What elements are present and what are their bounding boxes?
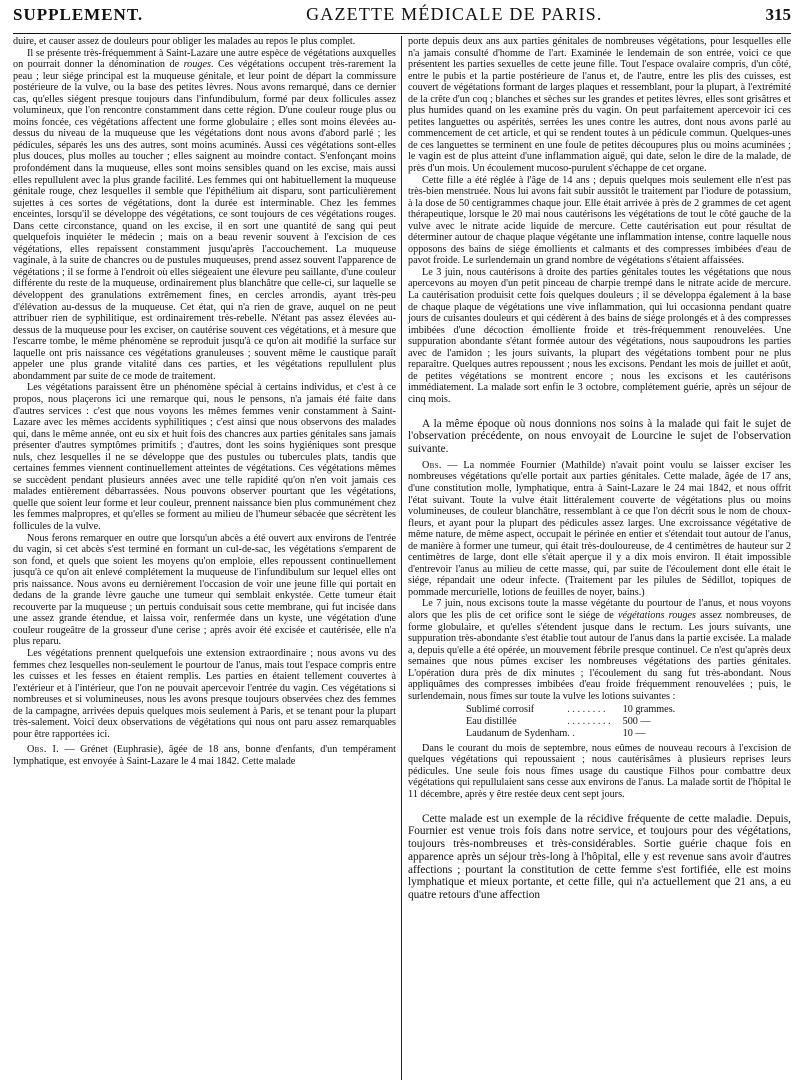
columns: [13, 36, 791, 1080]
prescription-row: [466, 704, 675, 716]
left-column: [13, 36, 401, 1080]
section-label: SUPPLEMENT.: [13, 5, 144, 24]
prescription-item: Sublimé corrosif: [466, 704, 535, 716]
paragraph: Les végétations prennent quelquefois une extension extraordinaire ; nous avons vu des femmes chez lesquelles non-seulement le pourtour de l'anus, mais tout l'espace compris entre les cuisses et les fesses en étaient remplis. Les parties en étaient tellement couvertes à l'extérieur et à l'intérieur, que l'on ne pouvait apercevoir l'entrée du vagin. Ces végétations si nombreuses et si volumineuses, nous les avons presque toujours observées chez des femmes de la campagne, arrivées depuis quelques mois seulement à Paris, et se tenant pour la plupart très-salement. Voici deux observations de végétations qui nous ont paru assez remarquables pour être rapportées ici.: [13, 647, 396, 740]
journal-title: GAZETTE MÉDICALE DE PARIS.: [306, 4, 603, 24]
prescription-row: [466, 716, 675, 728]
prescription-dose: 10 grammes.: [622, 704, 676, 716]
paragraph: Nous ferons remarquer en outre que lorsqu'un abcès a été ouvert aux environs de l'entrée du vagin, si cet abcès s'est terminé en formant un cul-de-sac, les végétations s'emparent de son fond, et quels que soient les moyens qu'on emploie, elles repoussent continuellement jusqu'à ce qu'on ait enlevé complétement la muqueuse de l'infundibulum sur lequel elles ont pris naissance. Nous avons eu dernièrement l'occasion de voir une jeune fille qui portait en dedans de la grande lèvre gauche une tumeur qui semblait enkystée. Cette tumeur était recouverte par la muqueuse ; un pertuis conduisait sous cette membrane, qui fut incisée dans une assez grande étendue, et laissa voir, renfermée dans un kyste, une végétation d'une couleur rougeâtre de la grosseur d'une cerise ; après avoir été excisée et cautérisée, elle n'a plus reparu.: [13, 532, 396, 648]
prescription-leader: . .: [567, 727, 575, 739]
prescription-item: Laudanum de Sydenham: [466, 727, 568, 739]
paragraph: Le 7 juin, nous excisons toute la masse végétante du pourtour de l'anus, et nous voyons alors que les plis de cet orifice sont le siége de végétations rouges assez nombreuses, de forme globulaire, et qu'elles s'étendent jusque dans le rectum. Les jours suivants, une suppuration très-abondante s'est établie tout autour de l'anus dans la partie excisée. La malade a, depuis qu'elle a été opérée, un mouvement fébrile presque continuel. Ce n'est qu'après deux semaines que nous pûmes exciser les nombreuses végétations des parties génitales. L'opération dura près de dix minutes ; l'écoulement du sang fut très-abondant. Nous appliquâmes des compresses imbibées d'eau froide fréquemment renouvelées ; puis, le surlendemain, nous fîmes sur toute la vulve les lotions suivantes :: [408, 598, 791, 702]
observation-paragraph: Obs. — La nommée Fournier (Mathilde) n'avait point voulu se laisser exciser les nombreuses végétations qu'elle portait aux parties génitales. Cette malade, âgée de 17 ans, d'une constitution molle, lymphatique, entra à Saint-Lazare le 24 mai 1842, et nous offrit l'état suivant. Toute la vulve était littéralement couverte de végétations plus ou moins volumineuses, de couleur blanchâtre, ressemblant à ce que l'on décrit sous le nom de choux-fleurs, et ayant pour la plupart des pédicules assez larges. Une excroissance végétative de même nature, de même aspect, occupait le périnée en entier et s'étendait tout autour de l'anus, de manière à former une tumeur, qui était très-douloureuse, de 4 centimètres de hauteur sur 2 centimètres de large, dont elle s'était aperçue il y a dix mois environ. Il était impossible d'entrevoir l'anus au milieu de cette masse, qui, par suite de l'écoulement dont elle était le siége, répandait une odeur infecte. (Traitement par les pilules de Sédillot, topiques de pommade mercurielle, lotions de feuilles de noyer, bains.): [408, 459, 791, 598]
prescription-dose: 10 —: [622, 727, 646, 739]
observation-label: Obs.: [422, 459, 442, 471]
paragraph: duire, et causer assez de douleurs pour obliger les malades au repos le plus complet.: [13, 36, 356, 47]
paragraph: Cette fille a été réglée à l'âge de 14 ans ; depuis quelques mois seulement elle n'est pas très-bien menstruée. Nous lui avons fait subir aussitôt le traitement par l'iodure de potassium, à la dose de 50 centigrammes chaque jour. Elle était arrivée à près de 2 grammes de cet agent thérapeutique, lorsque le 20 mai nous cautérisons les végétations de tout le côté gauche de la vulve avec le nitrate acide liquide de mercure. Cette cautérisation eut pour résultat de déterminer autour de chaque plaque végétante une inflammation intense, contre laquelle nous opposons des bains de siége émollients et calmants et des compresses imbibées d'eau de pavot froide. Le surlendemain un grand nombre de végétations s'étaient affaissées.: [408, 174, 791, 267]
paragraph: Le 3 juin, nous cautérisons à droite des parties génitales toutes les végétations que nous apercevons au moyen d'un petit pinceau de charpie trempé dans le nitrate acide de mercure. La cautérisation produisit cette fois quelques douleurs ; il se développa également à la base de chaque plaque de végétations une vive inflammation, qui lui occasionna pendant quatre jours de cuisantes douleurs et qui cédèrent à des bains de siége prolongés et à des compresses imbibées d'une décoction émolliente froide et très-fréquemment renouvelées. Une suppuration abondante s'étant formée autour des végétations, nous saupoudrons les parties avec de l'amidon ; les jours suivants, la plupart des végétations tombent pour ne plus reparaître. Quelques autres repoussent ; nous les excisons. Pendant les mois de juillet et août, de petites végétations se montrent encore ; nous les excisons et les cautérisons immédiatement. La malade sort enfin le 3 octobre, complétement guérie, après un séjour de cinq mois.: [408, 266, 791, 405]
prescription-leader: . . . . . . . .: [567, 704, 606, 716]
page-number: 315: [765, 5, 791, 24]
observation-paragraph: Obs. I. — Grénet (Euphrasie), âgée de 18 ans, bonne d'enfants, d'un tempérament lymphatique, est envoyée à Saint-Lazare le 4 mai 1842. Cette malade: [13, 744, 396, 767]
paragraph: Dans le courant du mois de septembre, nous eûmes de nouveau recours à l'excision de quelques végétations qui repoussaient ; nous cautérisâmes à plusieurs reprises leurs pédicules. Une seule fois nous fîmes usage du caustique Filhos pour combattre deux végétations qui repullulaient sans cesse aux environs de l'anus. La malade sortit de l'hôpital le 11 décembre, après y être restée deux cent sept jours.: [408, 742, 791, 800]
emphasis-term: végétations rouges: [618, 610, 696, 621]
prescription-table: [466, 704, 675, 739]
paragraph: porte depuis deux ans aux parties génitales de nombreuses végétations, pour lesquelles elle n'a jamais consulté d'homme de l'art. Examinée le lendemain de son entrée, voici ce que présentent les parties sexuelles de cette jeune fille. Tout l'espace ovalaire compris, d'un côté, entre le pubis et la partie postérieure de l'anus et, de l'autre, entre les plis des cuisses, est couvert de végétations formant de larges plaques et ressemblant, pour la plupart, à l'extrémité de la crête d'un coq ; blanches et sèches sur les grandes et petites lèvres, elles sont grisâtres et plus humides quand on les examine près du vagin. On peut parfaitement apercevoir ici ces petites languettes ou aspérités, serrées les unes contre les autres, dont nous avons parlé au commencement de cet article, et qui se rendent toutes à un pédicule commun. Quelques-unes de ces languettes se terminent en une foule de petites découpures plus ou moins acuminées ; le vagin est de plus atteint d'une inflammation aiguë, qui date, selon le dire de la malade, de près d'un mois. Un écoulement mucoso-purulent s'échappe de cet organe.: [408, 36, 791, 175]
observation-label: Obs. I.: [27, 744, 59, 756]
prescription-leader: . . . . . . . . .: [567, 716, 611, 728]
paragraph: A la même époque où nous donnions nos soins à la malade qui fait le sujet de l'observation précédente, on nous envoyait de Lourcine le sujet de l'observation suivante.: [408, 417, 791, 456]
emphasis-term: rouges: [183, 59, 211, 71]
right-column: [402, 36, 791, 1080]
paragraph: Cette malade est un exemple de la récidive fréquente de cette maladie. Depuis, Fournier est venue trois fois dans notre service, et toujours pour des végétations, toujours très-nombreuses et très-considérables. Sortie guérie chaque fois en apparence après un séjour très-long à l'hôpital, elle y est revenue sans avoir d'autres affections ; pourtant la constitution de cette femme s'est fortifiée, elle est moins lymphatique et mieux portante, et cette fille, qui n'a actuellement que 21 ans, a eu quatre retours d'une affection: [408, 812, 791, 902]
paragraph: Les végétations paraissent être un phénomène spécial à certains individus, et c'est à ce propos, nous plaçerons ici une remarque qui, nous le pensons, n'a jamais été faite dans d'autres services : c'est que nous voyons les mêmes femmes venir constamment à Saint-Lazare avec les mêmes accidents syphilitiques ; c'est ainsi que nous observons des malades qui, dans le même année, ont eu six et huit fois des chancres aux parties génitales sans jamais présenter d'autres symptômes primitifs ; d'autres, dont les soins hygiéniques sont presque nuls, chez lesquelles il ne se développe que des pustules ou tubercules plats, tandis que certaines femmes viennent continuellement atteintes de végétations. Ces végétations mêmes se succèdent pendant plusieurs années avec une telle rapidité qu'on n'en voit jamais ces malades entièrement débarrassées. Nous pouvons observer pourtant que les végétations, quelle que soient leur forme et leur couleur, prennent naissance bien plus communément chez les femmes malpropres, et qu'elles se forment au milieu de l'humeur sébacée que sécrètent les follicules de la vulve.: [13, 382, 396, 532]
prescription-dose: 500 —: [622, 716, 651, 728]
prescription-row: [466, 728, 675, 740]
running-header: [13, 4, 791, 34]
prescription-item: Eau distillée: [466, 716, 517, 728]
paragraph: Il se présente très-fréquemment à Saint-Lazare une autre espèce de végétations auxquelles on pourrait donner la dénomination de rouges. Ces végétations occupent très-rarement la peau ; leur siége principal est la muqueuse génitale, et leur point de départ la commissure postérieure de la vulve, ou la base des petites lèvres. Nous avons remarqué, dans ce dernier cas, qu'elles siégent presque toujours dans l'infundibulum, formé par deux follicules assez volumineux, que l'on rencontre constamment dans cette région. D'une couleur rouge plus ou moins foncée, ces végétations affectent une forme globulaire ; elles sont moins élevées au-dessus du niveau de la muqueuse que les végétations dont nous avons d'abord parlé ; les pédicules, séparés les uns des autres, sont moins acuminés. Aussi ces végétations sont-elles plus douces, plus molles au toucher ; elles saignent au moindre contact. S'enfonçant moins profondément dans la muqueuse, elles sont moins sensibles quand on les excise, mais aussi elles repullulent avec la plus grande facilité. Les femmes qui ont habituellement la muqueuse génitale rouge, chez lesquelles il semble que l'épithélium ait disparu, sont particulièrement sujettes à ces sortes de végétations, dont la durée est interminable. Chez les femmes enceintes, lorsqu'il se développe des végétations, ce sont toujours de ces végétations rouges. Dans cette circonstance, quand on les excise, il en sort une quantité de sang qui peut quelquefois inquiéter le médecin ; mais on a beau revenir souvent à l'excision de ces végétations, elles repaissent constamment jusqu'après l'accouchement. La muqueuse vaginale, à la suite de chancres ou de pustules muqueuses, prend assez souvent l'apparence de végétations ; il se forme à l'endroit où elles siégeaient une élevure peu saillante, d'une couleur différente du reste de la muqueuse, ordinairement plus blanchâtre que celle-ci, sur laquelle se développent des granulations extrêmement fines, en cercles arrondis, ayant très-peu d'élévation au-dessus de la muqueuse. Cet état, qui n'a rien de grave, auquel on ne peut attribuer rien de syphilitique, est ordinairement très-rebelle. N'étant pas assez élevées au-dessus de la muqueuse pour les exciser, on cautérise souvent ces végétations, et à mesure que l'escarre tombe, le même phénomène se reproduit jusqu'à ce qu'on ait modifié la surface sur laquelle ont pris naissance ces végétations granuleuses ; souvent même le caustique paraît appeler une plus grande vitalité dans ces parties, et les végétations repullulent plus abondamment par suite de ce mode de traitement.: [13, 47, 396, 382]
